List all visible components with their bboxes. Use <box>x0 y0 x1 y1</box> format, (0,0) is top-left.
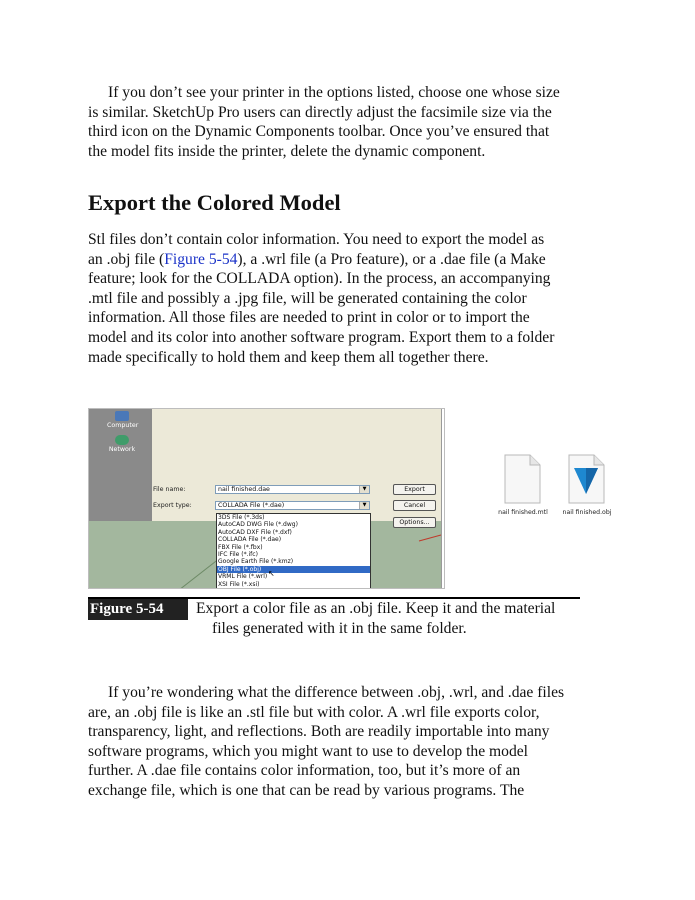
dropdown-option[interactable]: XSI File (*.xsi) <box>218 580 260 588</box>
closing-line: further. A .dae file contains color information, too, but it’s more of an <box>88 762 521 780</box>
dropdown-option[interactable]: VRML File (*.wrl) <box>218 573 268 581</box>
document-icon <box>502 454 542 504</box>
intro-paragraph <box>88 83 618 161</box>
places-label: Computer <box>107 422 139 429</box>
export-type-dropdown[interactable] <box>216 513 371 589</box>
intro-line: third icon on the Dynamic Components toolbar. Once you’ve ensured that <box>88 123 550 141</box>
options-button[interactable]: Options... <box>393 517 436 528</box>
mouse-cursor-icon: ↖ <box>268 569 275 578</box>
caption-line: Export a color file as an .obj file. Keep it and the material <box>196 600 556 617</box>
section-heading: Export the Colored Model <box>88 190 341 215</box>
section-line: made specifically to hold them and keep them all together there. <box>88 348 489 366</box>
closing-line: transparency, light, and reflections. Both are readily importable into many <box>88 723 550 741</box>
intro-line: is similar. SketchUp Pro users can directly adjust the facsimile size via the <box>88 103 552 121</box>
obj-file-icon <box>566 454 606 504</box>
section-paragraph <box>88 230 618 367</box>
computer-icon <box>115 411 129 421</box>
network-icon <box>115 435 129 445</box>
dropdown-option[interactable]: COLLADA File (*.dae) <box>218 536 282 544</box>
section-line: information. All those files are needed to print in color or to import the <box>88 309 530 327</box>
places-network[interactable] <box>107 435 137 453</box>
places-label: Network <box>108 446 136 453</box>
text-segment: an .obj file ( <box>88 250 165 268</box>
section-line: .mtl file and possibly a .jpg file, will be generated containing the color <box>88 289 527 307</box>
section-line-with-link <box>88 250 618 270</box>
dropdown-option-selected[interactable]: OBJ File (*.obj) <box>217 566 370 573</box>
cancel-button[interactable]: Cancel <box>393 500 436 511</box>
file-name-label: File name: <box>153 486 186 493</box>
export-dialog-screenshot <box>88 408 445 589</box>
figure-label: Figure 5-54 <box>88 599 188 620</box>
dropdown-option[interactable]: IFC File (*.ifc) <box>218 550 258 558</box>
export-type-value: COLLADA File (*.dae) <box>218 502 285 509</box>
closing-line: are, an .obj file is like an .stl file but with color. A .wrl file exports color, <box>88 703 540 721</box>
figure-caption <box>196 599 596 638</box>
file-name-input[interactable] <box>215 485 370 494</box>
places-computer[interactable] <box>107 411 137 429</box>
file-name-value: nail finished.dae <box>218 486 270 493</box>
export-type-select[interactable] <box>215 501 370 510</box>
mtl-file[interactable] <box>497 454 549 516</box>
dropdown-option[interactable]: AutoCAD DWG File (*.dwg) <box>218 521 298 529</box>
chevron-down-icon[interactable]: ▼ <box>359 486 369 493</box>
section-line: feature; look for the COLLADA option). In the process, an accompanying <box>88 270 551 288</box>
dropdown-option[interactable]: Google Earth File (*.kmz) <box>218 558 294 566</box>
export-button[interactable]: Export <box>393 484 436 495</box>
closing-line: If you’re wondering what the difference between .obj, .wrl, and .dae files <box>108 684 565 701</box>
file-label: nail finished.obj <box>562 509 612 516</box>
obj-file[interactable] <box>561 454 613 516</box>
chevron-down-icon[interactable]: ▼ <box>359 502 369 509</box>
dropdown-option[interactable]: FBX File (*.fbx) <box>218 543 263 551</box>
export-type-label: Export type: <box>153 502 192 509</box>
closing-line: software programs, which you might want to use to develop the model <box>88 742 528 760</box>
intro-line: If you don’t see your printer in the options listed, choose one whose size <box>108 84 560 101</box>
dropdown-option[interactable]: AutoCAD DXF File (*.dxf) <box>218 528 292 536</box>
caption-line: files generated with it in the same folder. <box>212 619 467 637</box>
text-segment: ), a .wrl file (a Pro feature), or a .dae file (a Make <box>237 250 546 268</box>
file-label: nail finished.mtl <box>498 509 548 516</box>
dropdown-option[interactable]: 3DS File (*.3ds) <box>218 514 265 521</box>
figure-link[interactable]: Figure 5-54 <box>164 250 238 268</box>
dialog-edge <box>441 409 445 589</box>
section-line: Stl files don’t contain color information. You need to export the model as <box>88 231 545 248</box>
intro-line: the model fits inside the printer, delete the dynamic component. <box>88 142 486 160</box>
section-line: model and its color into another software program. Export them to a folder <box>88 328 555 346</box>
closing-paragraph <box>88 683 618 801</box>
closing-line: exchange file, which is one that can be read by various programs. The <box>88 781 525 799</box>
